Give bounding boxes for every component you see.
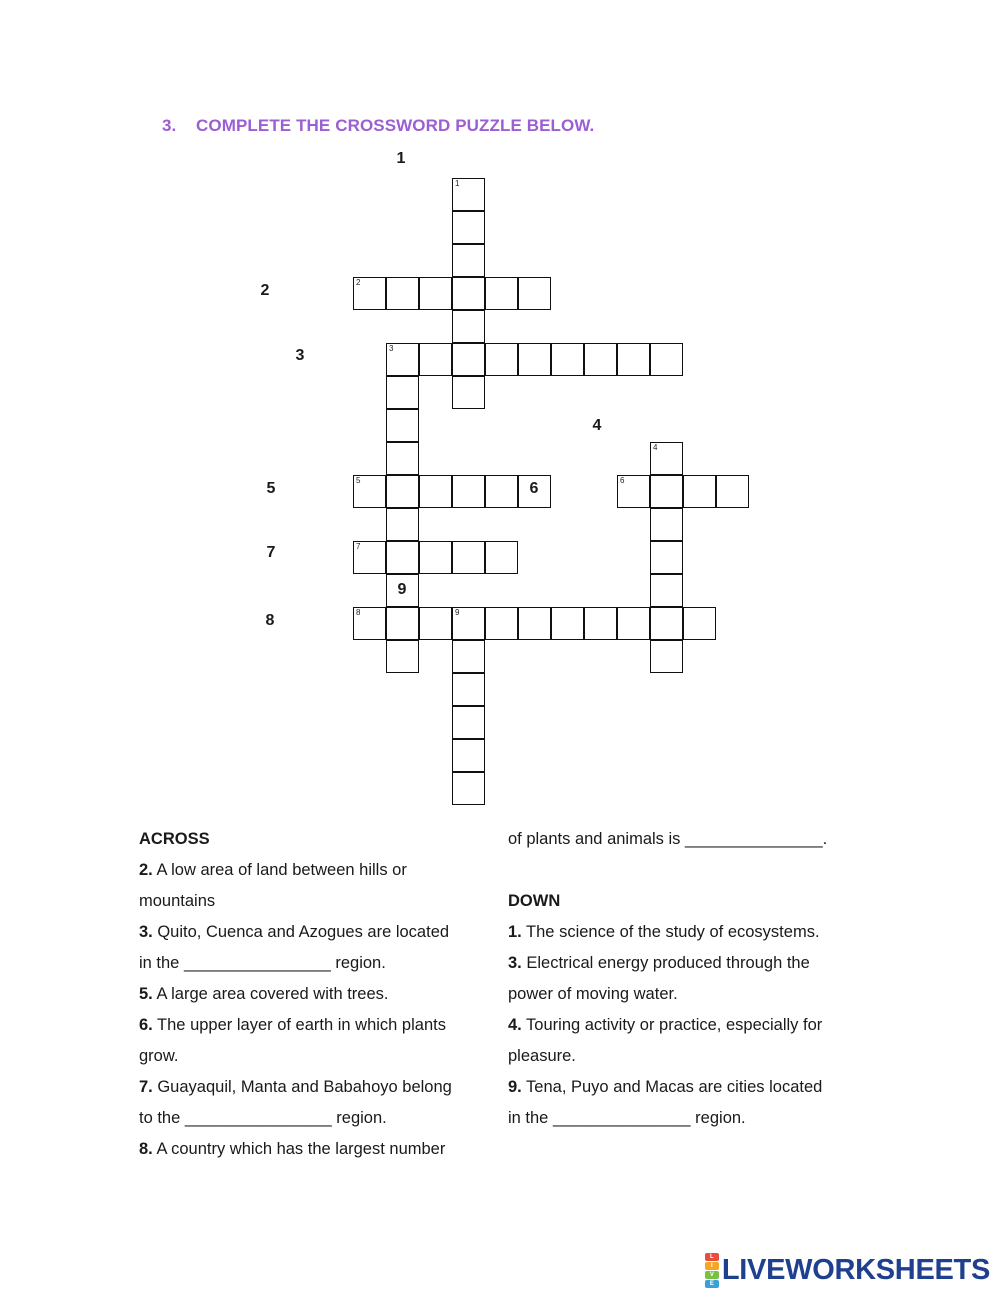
crossword-cell[interactable] xyxy=(386,277,419,310)
crossword-cell[interactable] xyxy=(386,376,419,409)
cell-letter-input[interactable] xyxy=(420,542,451,573)
clue-across-3: 3. Quito, Cuenca and Azogues are located xyxy=(139,923,450,941)
cell-letter-input[interactable] xyxy=(486,542,517,573)
cell-letter-input[interactable] xyxy=(453,212,484,243)
cell-letter-input[interactable] xyxy=(354,278,385,309)
clue-label-9: 9 xyxy=(397,581,407,598)
cell-letter-input[interactable] xyxy=(519,344,550,375)
cell-letter-input[interactable] xyxy=(387,509,418,540)
cell-letter-input[interactable] xyxy=(387,278,418,309)
clue-across-6-cont: grow. xyxy=(139,1047,179,1065)
crossword-cell[interactable] xyxy=(617,475,650,508)
across-clues xyxy=(139,824,499,1165)
cell-letter-input[interactable] xyxy=(453,311,484,342)
clue-label-1: 1 xyxy=(396,150,406,167)
cell-number: 5 xyxy=(356,476,361,485)
cell-number: 4 xyxy=(653,443,658,452)
cell-letter-input[interactable] xyxy=(651,575,682,606)
cell-letter-input[interactable] xyxy=(651,443,682,474)
cell-letter-input[interactable] xyxy=(519,278,550,309)
crossword-cell[interactable] xyxy=(452,739,485,772)
cell-letter-input[interactable] xyxy=(717,476,748,507)
cell-letter-input[interactable] xyxy=(420,278,451,309)
cell-number: 1 xyxy=(455,179,460,188)
crossword-cell[interactable] xyxy=(683,607,716,640)
liveworksheets-logo xyxy=(705,1250,990,1290)
clue-across-8: 8. A country which has the largest number xyxy=(139,1140,446,1158)
crossword-cell[interactable] xyxy=(386,640,419,673)
cell-letter-input[interactable] xyxy=(453,641,484,672)
cell-letter-input[interactable] xyxy=(453,674,484,705)
crossword-cell[interactable] xyxy=(452,541,485,574)
clue-label-7: 7 xyxy=(266,544,276,561)
clue-label-5: 5 xyxy=(266,480,276,497)
clue-down-3-cont: power of moving water. xyxy=(508,985,678,1003)
crossword-cell[interactable] xyxy=(518,343,551,376)
crossword-cell[interactable] xyxy=(452,673,485,706)
cell-letter-input[interactable] xyxy=(618,608,649,639)
crossword-cell[interactable] xyxy=(452,244,485,277)
crossword-cell[interactable] xyxy=(419,607,452,640)
cell-letter-input[interactable] xyxy=(387,542,418,573)
cell-letter-input[interactable] xyxy=(453,608,484,639)
cell-letter-input[interactable] xyxy=(387,641,418,672)
clue-across-6: 6. The upper layer of earth in which plants xyxy=(139,1016,446,1034)
cell-number: 2 xyxy=(356,278,361,287)
heading-number: 3. xyxy=(162,116,177,135)
crossword-cell[interactable] xyxy=(452,178,485,211)
cell-letter-input[interactable] xyxy=(420,608,451,639)
crossword-cell[interactable] xyxy=(452,277,485,310)
crossword-cell[interactable] xyxy=(419,343,452,376)
logo-text: LIVEWORKSHEETS xyxy=(721,1253,990,1286)
down-clues xyxy=(508,824,888,1134)
crossword-cell[interactable] xyxy=(419,475,452,508)
crossword-cell[interactable] xyxy=(386,409,419,442)
crossword-cell[interactable] xyxy=(452,211,485,244)
cell-letter-input[interactable] xyxy=(651,542,682,573)
crossword-cell[interactable] xyxy=(353,541,386,574)
cell-letter-input[interactable] xyxy=(552,608,583,639)
clue-across-3-cont: in the ________________ region. xyxy=(139,954,386,972)
clue-label-3: 3 xyxy=(295,347,305,364)
cell-number: 7 xyxy=(356,542,361,551)
crossword-cell[interactable] xyxy=(452,376,485,409)
crossword-cell[interactable] xyxy=(650,475,683,508)
clue-down-4: 4. Touring activity or practice, especially for xyxy=(508,1016,823,1034)
crossword-cell[interactable] xyxy=(650,574,683,607)
clue-down-9-cont: in the _______________ region. xyxy=(508,1109,746,1127)
cell-letter-input[interactable] xyxy=(453,179,484,210)
cell-letter-input[interactable] xyxy=(387,377,418,408)
down-title: DOWN xyxy=(508,892,561,910)
crossword-cell[interactable] xyxy=(452,706,485,739)
cell-letter-input[interactable] xyxy=(453,740,484,771)
cell-number: 9 xyxy=(455,608,460,617)
crossword-cell[interactable] xyxy=(386,475,419,508)
crossword-cell[interactable] xyxy=(518,277,551,310)
cell-letter-input[interactable] xyxy=(684,608,715,639)
crossword-cell[interactable] xyxy=(452,772,485,805)
cell-letter-input[interactable] xyxy=(453,245,484,276)
crossword-cell[interactable] xyxy=(386,508,419,541)
cell-number: 3 xyxy=(389,344,394,353)
crossword-cell[interactable] xyxy=(650,508,683,541)
crossword-cell[interactable] xyxy=(452,640,485,673)
crossword-cell[interactable] xyxy=(650,541,683,574)
clue-label-2: 2 xyxy=(260,282,270,299)
cell-letter-input[interactable] xyxy=(453,344,484,375)
crossword-cell[interactable] xyxy=(386,343,419,376)
crossword-cell[interactable] xyxy=(386,541,419,574)
heading-text: COMPLETE THE CROSSWORD PUZZLE BELOW. xyxy=(196,116,595,135)
cell-letter-input[interactable] xyxy=(651,344,682,375)
clue-across-8-cont: of plants and animals is _______________. xyxy=(508,830,828,848)
logo-letter-l: L xyxy=(705,1253,719,1261)
crossword-cell[interactable] xyxy=(485,475,518,508)
crossword-cell[interactable] xyxy=(650,343,683,376)
logo-letter-v: V xyxy=(705,1271,719,1279)
clue-label-4: 4 xyxy=(592,417,602,434)
crossword-cell[interactable] xyxy=(584,343,617,376)
cell-letter-input[interactable] xyxy=(486,608,517,639)
cell-letter-input[interactable] xyxy=(420,476,451,507)
crossword-cell[interactable] xyxy=(551,343,584,376)
crossword-cell[interactable] xyxy=(485,541,518,574)
cell-letter-input[interactable] xyxy=(387,410,418,441)
cell-letter-input[interactable] xyxy=(354,542,385,573)
cell-letter-input[interactable] xyxy=(453,707,484,738)
cell-letter-input[interactable] xyxy=(651,509,682,540)
cell-letter-input[interactable] xyxy=(420,344,451,375)
across-title: ACROSS xyxy=(139,830,210,848)
crossword-cell[interactable] xyxy=(617,343,650,376)
cell-letter-input[interactable] xyxy=(684,476,715,507)
crossword-cell[interactable] xyxy=(485,607,518,640)
cell-letter-input[interactable] xyxy=(585,344,616,375)
clue-label-6: 6 xyxy=(529,480,539,497)
crossword-cell[interactable] xyxy=(716,475,749,508)
clue-across-7: 7. Guayaquil, Manta and Babahoyo belong xyxy=(139,1078,452,1096)
cell-letter-input[interactable] xyxy=(552,344,583,375)
crossword-cell[interactable] xyxy=(353,277,386,310)
crossword-cell[interactable] xyxy=(452,475,485,508)
crossword-cell[interactable] xyxy=(419,277,452,310)
crossword-cell[interactable] xyxy=(386,607,419,640)
crossword-cell[interactable] xyxy=(650,640,683,673)
crossword-cell[interactable] xyxy=(584,607,617,640)
clue-down-1: 1. The science of the study of ecosystems. xyxy=(508,923,820,941)
crossword-cell[interactable] xyxy=(386,442,419,475)
cell-number: 8 xyxy=(356,608,361,617)
clue-across-7-cont: to the ________________ region. xyxy=(139,1109,387,1127)
cell-letter-input[interactable] xyxy=(486,476,517,507)
clue-across-5: 5. A large area covered with trees. xyxy=(139,985,389,1003)
logo-letter-i: I xyxy=(705,1262,719,1270)
clue-label-8: 8 xyxy=(265,612,275,629)
cell-letter-input[interactable] xyxy=(453,278,484,309)
cell-letter-input[interactable] xyxy=(486,344,517,375)
cell-letter-input[interactable] xyxy=(453,773,484,804)
cell-letter-input[interactable] xyxy=(486,278,517,309)
crossword-cell[interactable] xyxy=(683,475,716,508)
cell-letter-input[interactable] xyxy=(618,344,649,375)
crossword-cell[interactable] xyxy=(353,607,386,640)
clue-across-2: 2. A low area of land between hills or xyxy=(139,861,407,879)
cell-letter-input[interactable] xyxy=(651,608,682,639)
crossword-cell[interactable] xyxy=(485,343,518,376)
crossword-cell[interactable] xyxy=(485,277,518,310)
cell-letter-input[interactable] xyxy=(354,476,385,507)
cell-letter-input[interactable] xyxy=(519,608,550,639)
crossword-cell[interactable] xyxy=(650,607,683,640)
crossword-cell[interactable] xyxy=(518,607,551,640)
cell-number: 6 xyxy=(620,476,625,485)
crossword-cell[interactable] xyxy=(452,310,485,343)
crossword-cell[interactable] xyxy=(353,475,386,508)
cell-letter-input[interactable] xyxy=(453,377,484,408)
clue-across-2-cont: mountains xyxy=(139,892,216,910)
crossword-cell[interactable] xyxy=(650,442,683,475)
cell-letter-input[interactable] xyxy=(387,344,418,375)
crossword-cell[interactable] xyxy=(452,607,485,640)
cell-letter-input[interactable] xyxy=(453,542,484,573)
cell-letter-input[interactable] xyxy=(651,476,682,507)
cell-letter-input[interactable] xyxy=(387,443,418,474)
cell-letter-input[interactable] xyxy=(387,608,418,639)
cell-letter-input[interactable] xyxy=(651,641,682,672)
cell-letter-input[interactable] xyxy=(618,476,649,507)
logo-letter-e: E xyxy=(705,1280,719,1288)
cell-letter-input[interactable] xyxy=(453,476,484,507)
cell-letter-input[interactable] xyxy=(387,476,418,507)
crossword-cell[interactable] xyxy=(617,607,650,640)
clue-down-4-cont: pleasure. xyxy=(508,1047,576,1065)
cell-letter-input[interactable] xyxy=(585,608,616,639)
crossword-cell[interactable] xyxy=(419,541,452,574)
cell-letter-input[interactable] xyxy=(354,608,385,639)
logo-icon xyxy=(705,1253,719,1288)
crossword-cell[interactable] xyxy=(452,343,485,376)
crossword-cell[interactable] xyxy=(551,607,584,640)
clue-down-9: 9. Tena, Puyo and Macas are cities located xyxy=(508,1078,823,1096)
clue-down-3: 3. Electrical energy produced through the xyxy=(508,954,810,972)
